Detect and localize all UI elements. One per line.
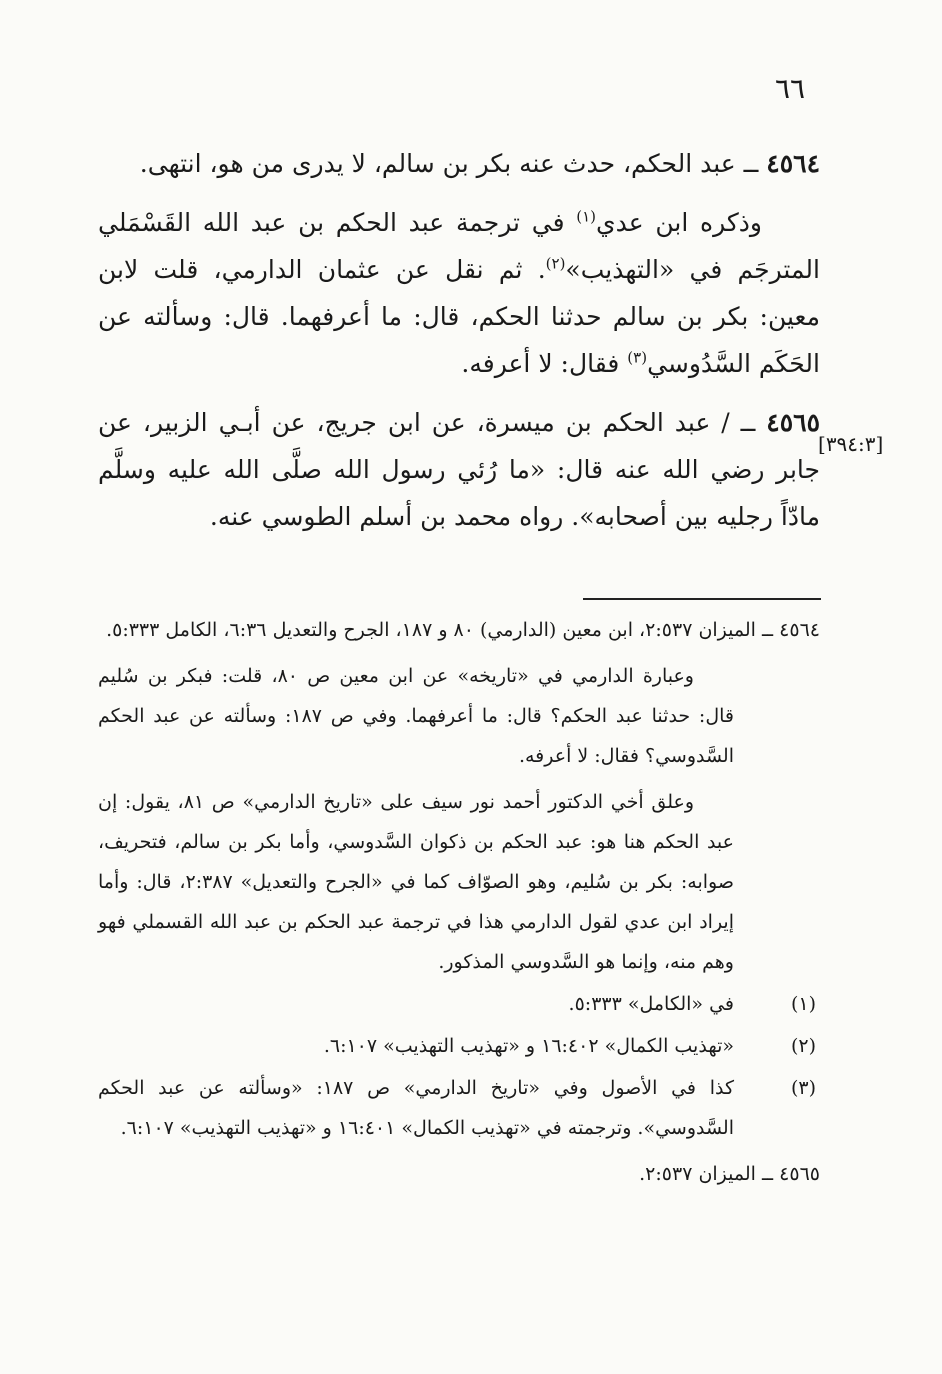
entry-4565 bbox=[98, 399, 820, 540]
entry-text: ــ عبد الحكم، حدث عنه بكر بن سالم، لا يدرى من هو، انتهى. bbox=[139, 149, 767, 178]
footnote-number: (١) bbox=[790, 993, 816, 1015]
entry-number: ٤٥٦٤ bbox=[766, 149, 820, 178]
footnote-text: كذا في الأصول وفي «تاريخ الدارمي» ص ١٨٧: «وسألته عن عبد الحكم السَّدوسي». وترجمته في «تهذيب الكمال» ١٦:٤٠١ و «تهذيب التهذيب» ٦:١٠٧. bbox=[98, 1077, 734, 1139]
footnotes-section bbox=[98, 610, 820, 1194]
note-4565: ٤٥٦٥ ــ الميزان ٢:٥٣٧. bbox=[639, 1163, 820, 1185]
note-4564-darimi: وعبارة الدارمي في «تاريخه» عن ابن معين ص ٨٠، قلت: فبكر بن سُليم قال: حدثنا عبد الحكم؟ قال: ما أعرفهما. وفي ص ١٨٧: وسألته عن عبد الحكم السَّدوسي؟ فقال: لا أعرفه. bbox=[98, 665, 735, 767]
footnote-ref-3: (٣) bbox=[627, 348, 648, 367]
paragraph-text: فقال: لا أعرفه. bbox=[461, 349, 628, 378]
note-4564-comment: وعلق أخي الدكتور أحمد نور سيف على «تاريخ الدارمي» ص ٨١، يقول: إن عبد الحكم هنا هو: عبد الحكم بن ذكوان السَّدوسي، وأما بكر بن سالم، فتحريف، صوابه: بكر بن سُليم، وهو الصوّاف كما في «الجرح والتعديل» ٢:٣٨٧، قال: وأما إيراد ابن عدي لقول الدارمي هذا في ترجمة عبد الحكم بن عبد الله القسملي فهو وهم منه، وإنما هو السَّدوسي المذكور. bbox=[98, 791, 734, 973]
paragraph-ibn-adi bbox=[98, 199, 820, 387]
page-number: ٦٦ bbox=[774, 72, 806, 105]
paragraph-text: في ترجمة عبد الحكم بن عبد الله القَسْمَلي المترجَم في «التهذيب» bbox=[98, 208, 820, 284]
footnote-ref-2: (٢) bbox=[545, 254, 566, 273]
paragraph-text: . ثم نقل عن عثمان الدارمي، قلت لابن معين: بكر بن سالم حدثنا الحكم، قال: ما أعرفهما. قال: وسألته عن الحَكَم السَّدُوسي bbox=[98, 255, 820, 378]
footnote-number: (٢) bbox=[790, 1035, 816, 1057]
footnote-text: «تهذيب الكمال» ١٦:٤٠٢ و «تهذيب التهذيب» ٦:١٠٧. bbox=[323, 1035, 734, 1057]
footnote-2 bbox=[98, 1026, 820, 1066]
footnote-3 bbox=[98, 1068, 820, 1148]
entry-number: ٤٥٦٥ bbox=[766, 408, 820, 437]
entry-text: ــ / عبد الحكم بن ميسرة، عن ابن جريج، عن أبـي الزبير، عن جابر رضي الله عنه قال: «ما رُئي رسول الله صلَّى الله عليه وسلَّم مادّاً رجليه بين أصحابه». رواه محمد بن أسلم الطوسي عنه. bbox=[98, 408, 820, 531]
footnote-text: في «الكامل» ٥:٣٣٣. bbox=[568, 993, 734, 1015]
main-text bbox=[98, 140, 820, 540]
margin-reference: [٣٩٤:٣] bbox=[818, 432, 884, 456]
footnote-1 bbox=[98, 984, 820, 1024]
footnote-ref-1: (١) bbox=[576, 207, 597, 226]
note-4564-head: ٤٥٦٤ ــ الميزان ٢:٥٣٧، ابن معين (الدارمي) ٨٠ و ١٨٧، الجرح والتعديل ٦:٣٦، الكامل ٥:٣٣٣. bbox=[106, 619, 820, 641]
entry-4564 bbox=[98, 140, 820, 187]
paragraph-text: وذكره ابن عدي bbox=[596, 208, 762, 237]
footnote-number: (٣) bbox=[790, 1077, 816, 1099]
footnote-divider bbox=[583, 598, 821, 600]
